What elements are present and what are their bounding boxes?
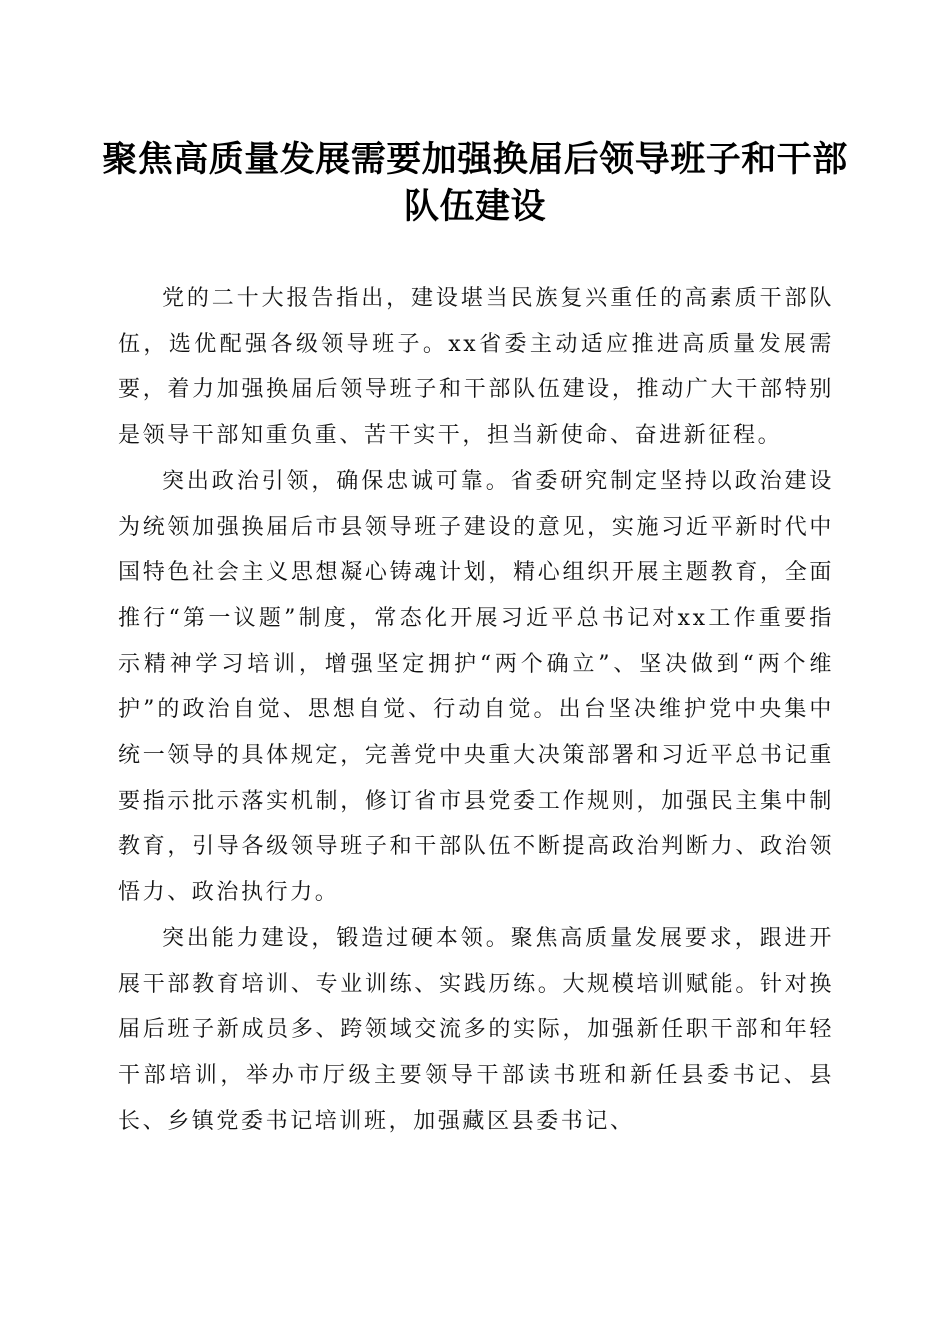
paragraph-intro: 党的二十大报告指出，建设堪当民族复兴重任的高素质干部队伍，选优配强各级领导班子。xx省委主动适应推进高质量发展需要，着力加强换届后领导班子和干部队伍建设，推动广大干部特别是领导干部知重负重、苦干实干，担当新使命、奋进新征程。 bbox=[118, 286, 834, 449]
document-title: 聚焦高质量发展需要加强换届后领导班子和干部队伍建设 bbox=[102, 139, 848, 227]
paragraph-political-guidance: 突出政治引领，确保忠诚可靠。省委研究制定坚持以政治建设为统领加强换届后市县领导班子建设的意见，实施习近平新时代中国特色社会主义思想凝心铸魂计划，精心组织开展主题教育，全面推行“第一议题”制度，常态化开展习近平总书记对xx工作重要指示精神学习培训，增强坚定拥护“两个确立”、坚决做到“两个维护”的政治自觉、思想自觉、行动自觉。出台坚决维护党中央集中统一领导的具体规定，完善党中央重大决策部署和习近平总书记重要指示批示落实机制，修订省市县党委工作规则，加强民主集中制教育，引导各级领导班子和干部队伍不断提高政治判断力、政治领悟力、政治执行力。 bbox=[118, 468, 834, 906]
paragraph-capability-building: 突出能力建设，锻造过硬本领。聚焦高质量发展要求，跟进开展干部教育培训、专业训练、实践历练。大规模培训赋能。针对换届后班子新成员多、跨领域交流多的实际，加强新任职干部和年轻干部培训，举办市厅级主要领导干部读书班和新任县委书记、县长、乡镇党委书记培训班，加强藏区县委书记、 bbox=[118, 925, 834, 1134]
document-body bbox=[118, 276, 834, 1144]
